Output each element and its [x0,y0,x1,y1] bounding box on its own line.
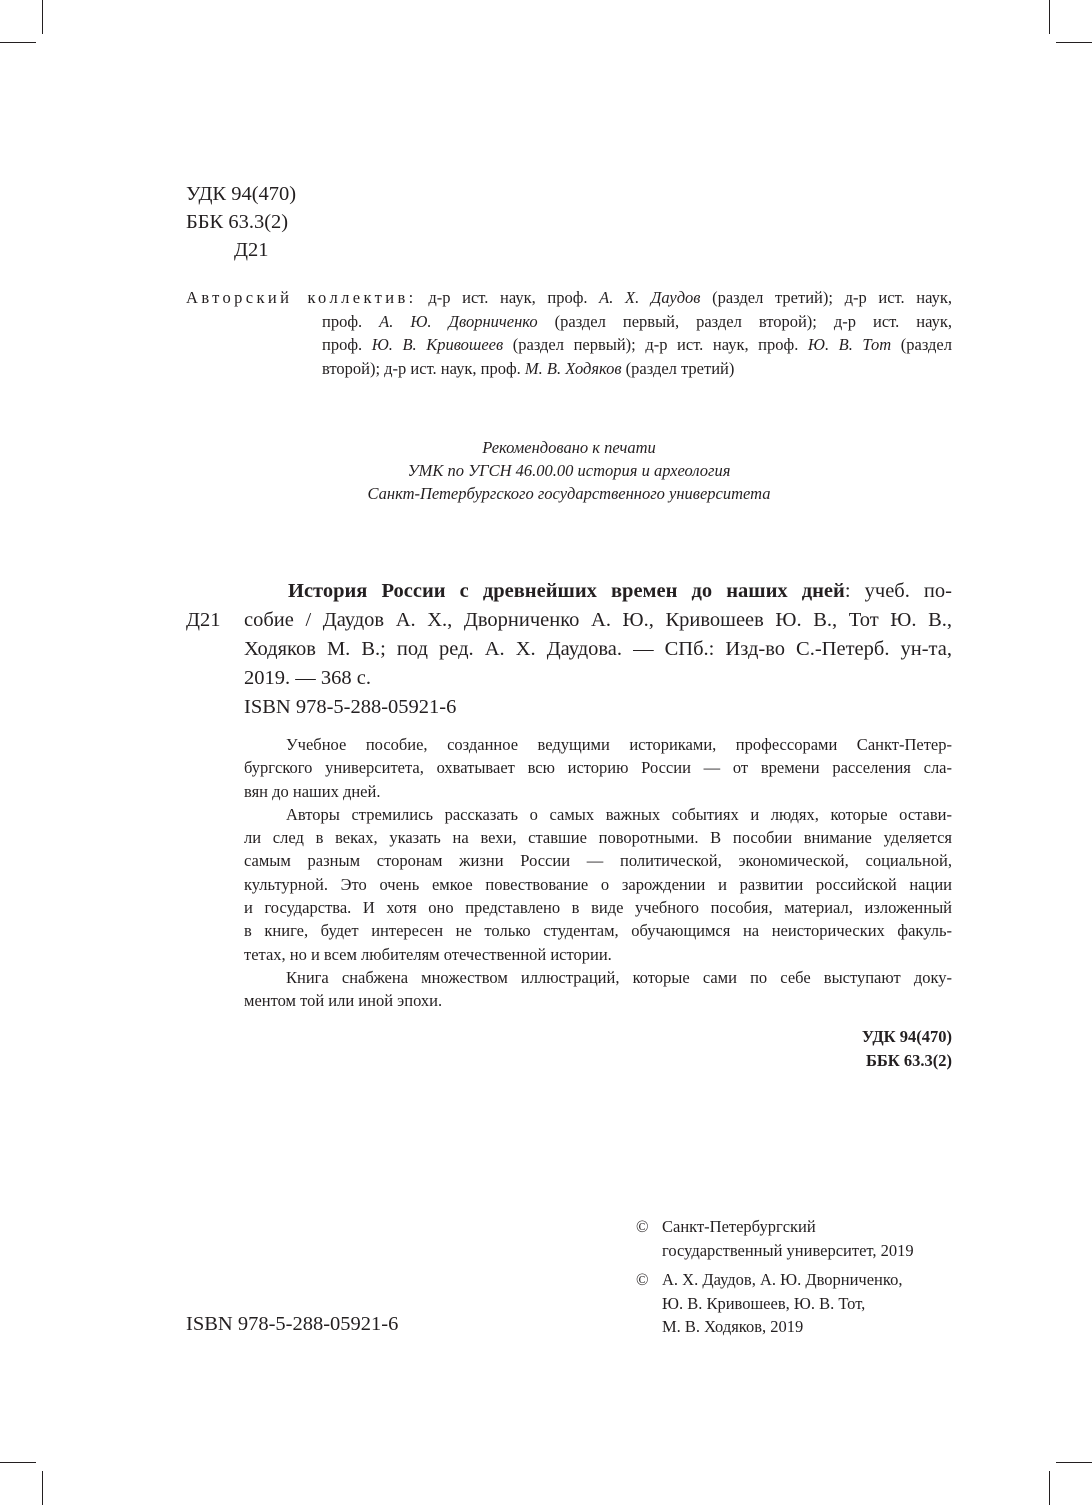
crop-mark-bottom-right-horizontal [1056,1462,1092,1463]
author-name: Ю. В. Тот [807,335,892,354]
crop-mark-top-left-vertical [42,0,43,34]
crop-mark-bottom-left-horizontal [0,1462,36,1463]
authors-label: Авторский коллектив: [186,288,417,307]
author-text: (раздел первый, раздел второй); д-р ист. наук, [537,311,952,331]
authors-line-4 [322,357,952,381]
annotation-line: ментом той или иной эпохи. [244,991,443,1011]
biblio-isbn: ISBN 978-5-288-05921-6 [244,696,457,718]
copyright-line: государственный университет, 2019 [662,1240,914,1260]
book-title: История России с древнейших времен до наших дней [288,580,845,602]
bbk-code: ББК 63.3(2) [186,211,289,233]
annotation-paragraph-3 [244,966,952,1013]
annotation-line: Авторы стремились рассказать о самых важных событиях и людях, которые остави- [286,804,952,824]
crop-mark-top-right-horizontal [1056,42,1092,43]
copyright-symbol: © [636,1270,649,1289]
classification-codes-bold [862,1025,952,1073]
annotation-line: и государства. И хотя оно представлено в виде учебного пособия, материал, изложенный [244,898,952,918]
recommendation-line-2: УМК по УГСН 46.00.00 история и археология [407,461,731,480]
author-text: проф. [322,335,372,354]
annotation-line: ли след в веках, указать на вехи, ставшие поворотными. В пособии внимание уделяется [244,828,952,848]
annotation-line: тетах, но и всем любителям отечественной истории. [244,944,612,964]
author-name: М. В. Ходяков [524,358,622,378]
recommendation-line-3: Санкт-Петербургского государственного университета [367,484,771,503]
annotation-line: Книга снабжена множеством иллюстраций, которые сами по себе выступают доку- [286,967,952,987]
author-text: второй); д-р ист. наук, проф. [322,358,525,378]
authors-line-1-text [417,288,952,307]
authors-line-1 [186,286,952,310]
copyright-authors [636,1268,914,1339]
recommendation-block [186,436,952,505]
annotation-line: культурной. Это очень емкое повествование о зарождении и развитии российской нации [244,874,952,894]
crop-mark-bottom-right-vertical [1049,1471,1050,1505]
udk-code-bold: УДК 94(470) [861,1027,952,1046]
copyright-line: Санкт-Петербургский [662,1217,816,1236]
author-text: (раздел третий) [621,358,735,378]
bibliographic-description [186,577,952,722]
biblio-line-2 [186,606,952,635]
author-text: (раздел первый); д-р ист. наук, проф. [503,335,808,354]
biblio-line-1-rest: : учеб. по- [844,580,952,602]
biblio-line-3: Ходяков М. В.; под ред. А. Х. Даудова. — СПб.: Изд-во С.-Петерб. ун-та, [244,638,952,660]
copyright-line: А. Х. Даудов, А. Ю. Дворниченко, [662,1270,903,1289]
annotation-paragraph-1 [244,733,952,803]
recommendation-line-1: Рекомендовано к печати [482,438,656,457]
copyright-line: Ю. В. Кривошеев, Ю. В. Тот, [662,1293,866,1313]
biblio-line-4: 2019. — 368 с. [244,667,371,689]
biblio-line-1 [186,577,952,606]
crop-mark-bottom-left-vertical [42,1471,43,1505]
authors-line-2 [322,310,952,334]
author-name: А. Х. Даудов [599,288,701,307]
author-text: проф. [322,311,380,331]
copyright-line: М. В. Ходяков, 2019 [662,1317,804,1336]
copyright-university [636,1215,914,1262]
author-text: (раздел [891,335,952,354]
authors-line-3 [322,333,952,357]
annotation-line: в книге, будет интересен не только студентам, обучающимся на неисторических факуль- [244,921,952,941]
author-name: Ю. В. Кривошеев [371,335,504,354]
biblio-author-mark: Д21 [186,609,221,631]
crop-mark-top-left-horizontal [0,42,36,43]
author-name: А. Ю. Дворниченко [379,311,538,331]
isbn: ISBN 978-5-288-05921-6 [186,1313,399,1335]
author-text: (раздел третий); д-р ист. наук, [700,288,952,307]
author-collective [186,286,952,380]
annotation-line: бургского университета, охватывает всю историю России — от времени расселения сла- [244,758,952,778]
copyright-notices [636,1215,914,1345]
biblio-line-2-text: собие / Даудов А. Х., Дворниченко А. Ю., Кривошеев Ю. В., Тот Ю. В., [244,609,952,631]
copyright-symbol: © [636,1217,649,1236]
crop-mark-top-right-vertical [1049,0,1050,34]
annotation-line: самым разным сторонам жизни России — политической, экономической, социальной, [244,851,952,871]
annotation-line: вян до наших дней. [244,781,381,801]
annotation [244,733,952,1013]
classification-codes [186,180,296,264]
author-text: д-р ист. наук, проф. [416,288,600,307]
udk-code: УДК 94(470) [186,183,297,205]
annotation-paragraph-2 [244,803,952,966]
author-mark: Д21 [234,239,269,261]
bbk-code-bold: ББК 63.3(2) [865,1051,952,1070]
annotation-line: Учебное пособие, созданное ведущими историками, профессорами Санкт-Петер- [286,735,952,754]
